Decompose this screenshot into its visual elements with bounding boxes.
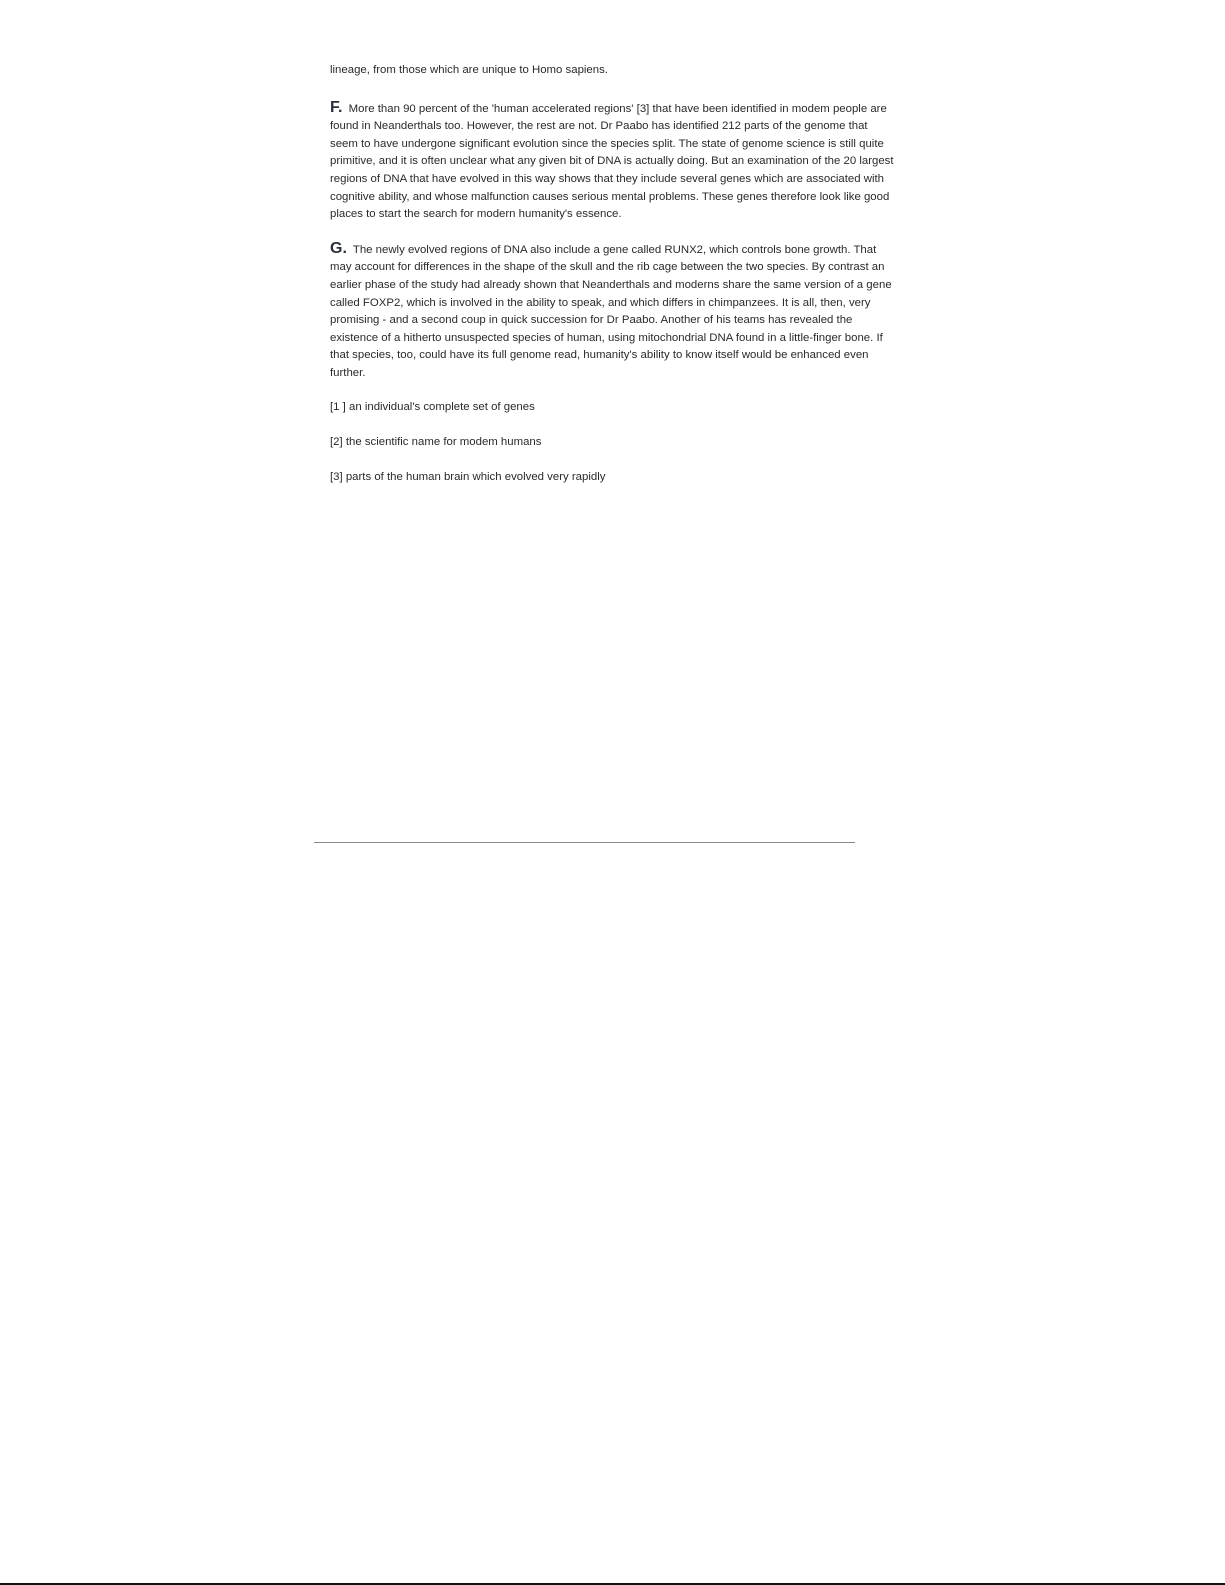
paragraph-letter: F. <box>330 98 343 116</box>
footnote-3: [3] parts of the human brain which evolved very rapidly <box>330 470 606 483</box>
paragraph-letter: G. <box>330 239 347 257</box>
document-page <box>330 62 896 504</box>
paragraph-f <box>330 99 896 224</box>
paragraph-text: The newly evolved regions of DNA also include a gene called RUNX2, which controls bone growth. That may account for differences in the shape of the skull and the rib cage between the two species. By contrast an earlier phase of the study had already shown that Neanderthals and moderns share the same version of a gene called FOXP2, which is involved in the ability to speak, and which differs in chimpanzees. It is all, then, very promising - and a second coup in quick succession for Dr Paabo. Another of his teams has revealed the existence of a hitherto unsuspected species of human, using mitochondrial DNA found in a little-finger bone. If that species, too, could have its full genome read, humanity's ability to know itself would be enhanced even further. <box>330 243 892 379</box>
footnote-1: [1 ] an individual's complete set of genes <box>330 400 535 413</box>
lead-in-text: lineage, from those which are unique to Homo sapiens. <box>330 64 608 76</box>
page-divider <box>314 842 855 843</box>
paragraph-g <box>330 240 896 383</box>
paragraph-text: More than 90 percent of the 'human accelerated regions' [3] that have been identified in modem people are found in Neanderthals too. However, the rest are not. Dr Paabo has identified 212 parts of the genome that seem to have undergone significant evolution since the species split. The state of genome science is still quite primitive, and it is often unclear what any given bit of DNA is actually doing. But an examination of the 20 largest regions of DNA that have evolved in this way shows that they include several genes which are associated with cognitive ability, and whose malfunction causes serious mental problems. These genes therefore look like good places to start the search for modern humanity's essence. <box>330 102 894 221</box>
footnote-2: [2] the scientific name for modem humans <box>330 435 542 448</box>
